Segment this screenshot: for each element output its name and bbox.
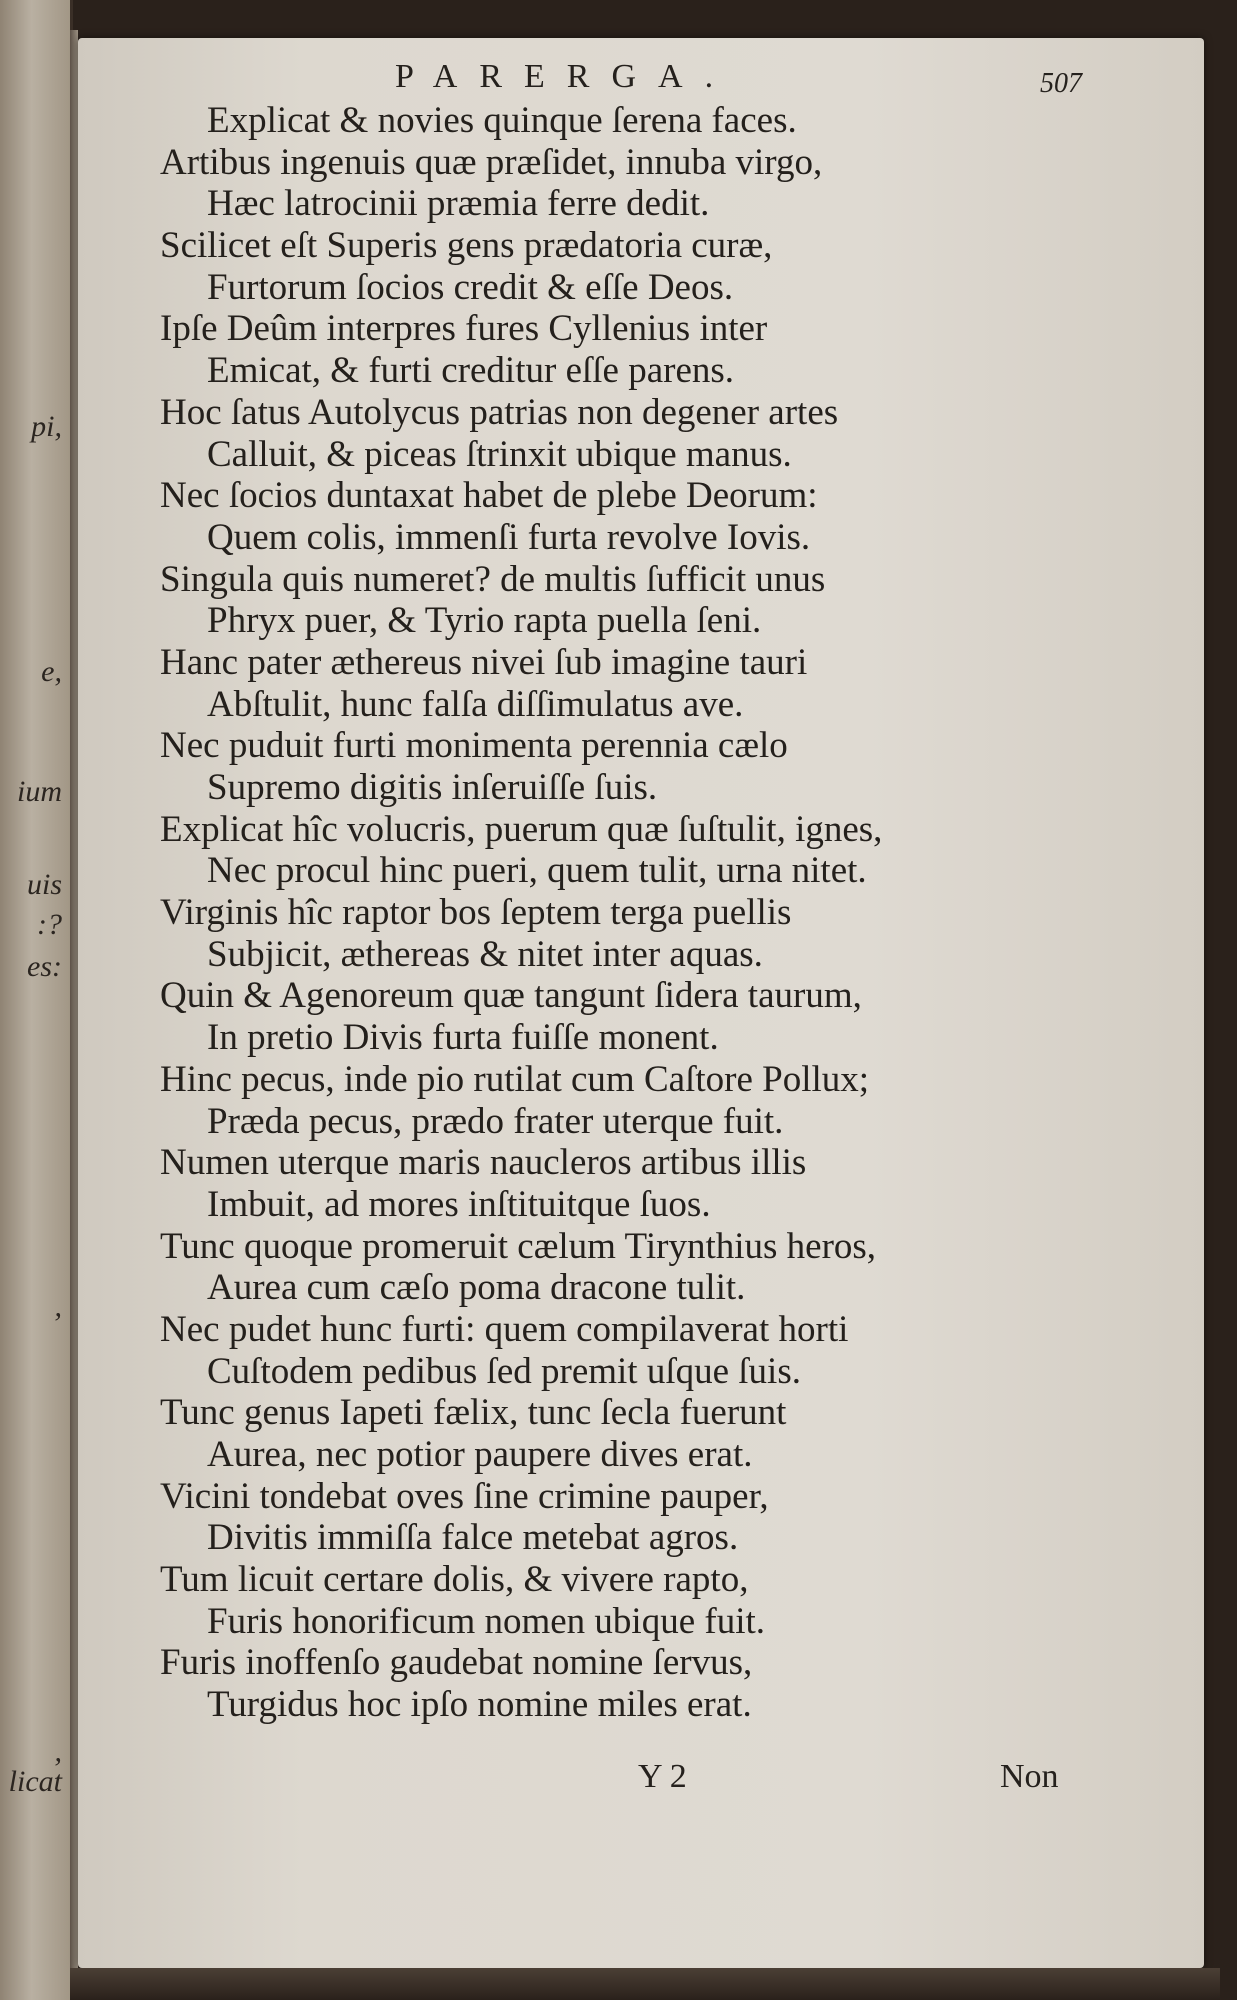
signature-mark: Y 2 (638, 1758, 687, 1795)
page-bottom-edge (70, 1968, 1220, 2000)
left-fragment: , (54, 1735, 62, 1768)
verse-line: Præda pecus, prædo frater uterque fuit. (207, 1100, 784, 1142)
left-fragment: e, (41, 655, 62, 688)
catchword: Non (1000, 1758, 1059, 1795)
verse-line: Nec ſocios duntaxat habet de plebe Deorum: (160, 475, 818, 517)
verse-line: Nec procul hinc pueri, quem tulit, urna nitet. (207, 850, 867, 892)
verse-line: Tum licuit certare dolis, & vivere rapto, (160, 1559, 749, 1601)
verse-line: Tunc genus Iapeti fælix, tunc ſecla fuerunt (160, 1392, 787, 1434)
page-gutter (70, 30, 78, 1985)
verse-line: Subjicit, æthereas & nitet inter aquas. (207, 933, 763, 975)
verse-line: Aurea, nec potior paupere dives erat. (207, 1434, 753, 1475)
verse-line: Divitis immiſſa falce metebat agros. (207, 1517, 739, 1559)
verse-line: Aurea cum cæſo poma dracone tulit. (207, 1267, 746, 1309)
verse-line: Furtorum ſocios credit & eſſe Deos. (207, 266, 734, 308)
left-fragment: es: (27, 950, 62, 983)
verse-line: Nec pudet hunc furti: quem compilaverat horti (160, 1308, 849, 1350)
verse-line: Numen uterque maris naucleros artibus illis (160, 1142, 807, 1184)
verse-line: Scilicet eſt Superis gens prædatoria curæ, (160, 225, 773, 267)
verse-line: Explicat hîc volucris, puerum quæ ſuſtulit, ignes, (160, 808, 883, 850)
verse-line: Supremo digitis inſeruiſſe ſuis. (207, 767, 658, 808)
verse-line: Vicini tondebat oves ſine crimine pauper, (160, 1475, 769, 1517)
left-fragment: uis (26, 868, 62, 901)
verse-line: Furis inoffenſo gaudebat nomine ſervus, (160, 1642, 753, 1684)
verse-line: Hæc latrocinii præmia ferre dedit. (207, 183, 710, 225)
verse-line: Phryx puer, & Tyrio rapta puella ſeni. (207, 600, 762, 642)
verse-line: Explicat & novies quinque ſerena faces. (207, 100, 797, 141)
verse-line: Hoc ſatus Autolycus patrias non degener artes (160, 391, 839, 433)
verse-line: Tunc quoque promeruit cælum Tirynthius heros, (160, 1225, 877, 1267)
verse-line: Calluit, & piceas ſtrinxit ubique manus. (207, 433, 792, 475)
verse-line: Hinc pecus, inde pio rutilat cum Caſtore Pollux; (160, 1058, 870, 1100)
page-number: 507 (1040, 68, 1082, 99)
verse-line: Ipſe Deûm interpres fures Cyllenius inter (160, 308, 768, 350)
verse-line: Furis honorificum nomen ubique fuit. (207, 1600, 766, 1642)
verse-line: Virginis hîc raptor bos ſeptem terga puellis (160, 892, 792, 934)
verse-line: Cuſtodem pedibus ſed premit uſque ſuis. (207, 1350, 801, 1392)
left-fragment: pi, (31, 410, 62, 443)
verse-line: Abſtulit, hunc falſa diſſimulatus ave. (207, 683, 744, 725)
running-head: PARERGA. (395, 58, 736, 95)
verse-line: In pretio Divis furta fuiſſe monent. (207, 1017, 719, 1059)
left-fragment: ium (17, 775, 62, 808)
left-fragment: licat (8, 1765, 62, 1798)
verse-line: Quem colis, immenſi furta revolve Iovis. (207, 516, 811, 558)
left-page-edge (0, 0, 73, 2000)
verse-line: Emicat, & furti creditur eſſe parens. (207, 350, 735, 392)
verse-line: Quin & Agenoreum quæ tangunt ſidera taurum, (160, 975, 862, 1017)
verse-line: Imbuit, ad mores inſtituitque ſuos. (207, 1183, 711, 1225)
left-fragment: :? (37, 908, 62, 941)
verse-line: Turgidus hoc ipſo nomine miles erat. (207, 1684, 752, 1726)
verse-line: Artibus ingenuis quæ præſidet, innuba virgo, (160, 141, 823, 183)
verse-line: Singula quis numeret? de multis ſufficit unus (160, 558, 826, 600)
verse-line: Hanc pater æthereus nivei ſub imagine tauri (160, 641, 808, 683)
verse-text (160, 100, 1190, 1726)
left-fragment: , (54, 1290, 62, 1323)
verse-line: Nec puduit furti monimenta perennia cælo (160, 725, 788, 767)
